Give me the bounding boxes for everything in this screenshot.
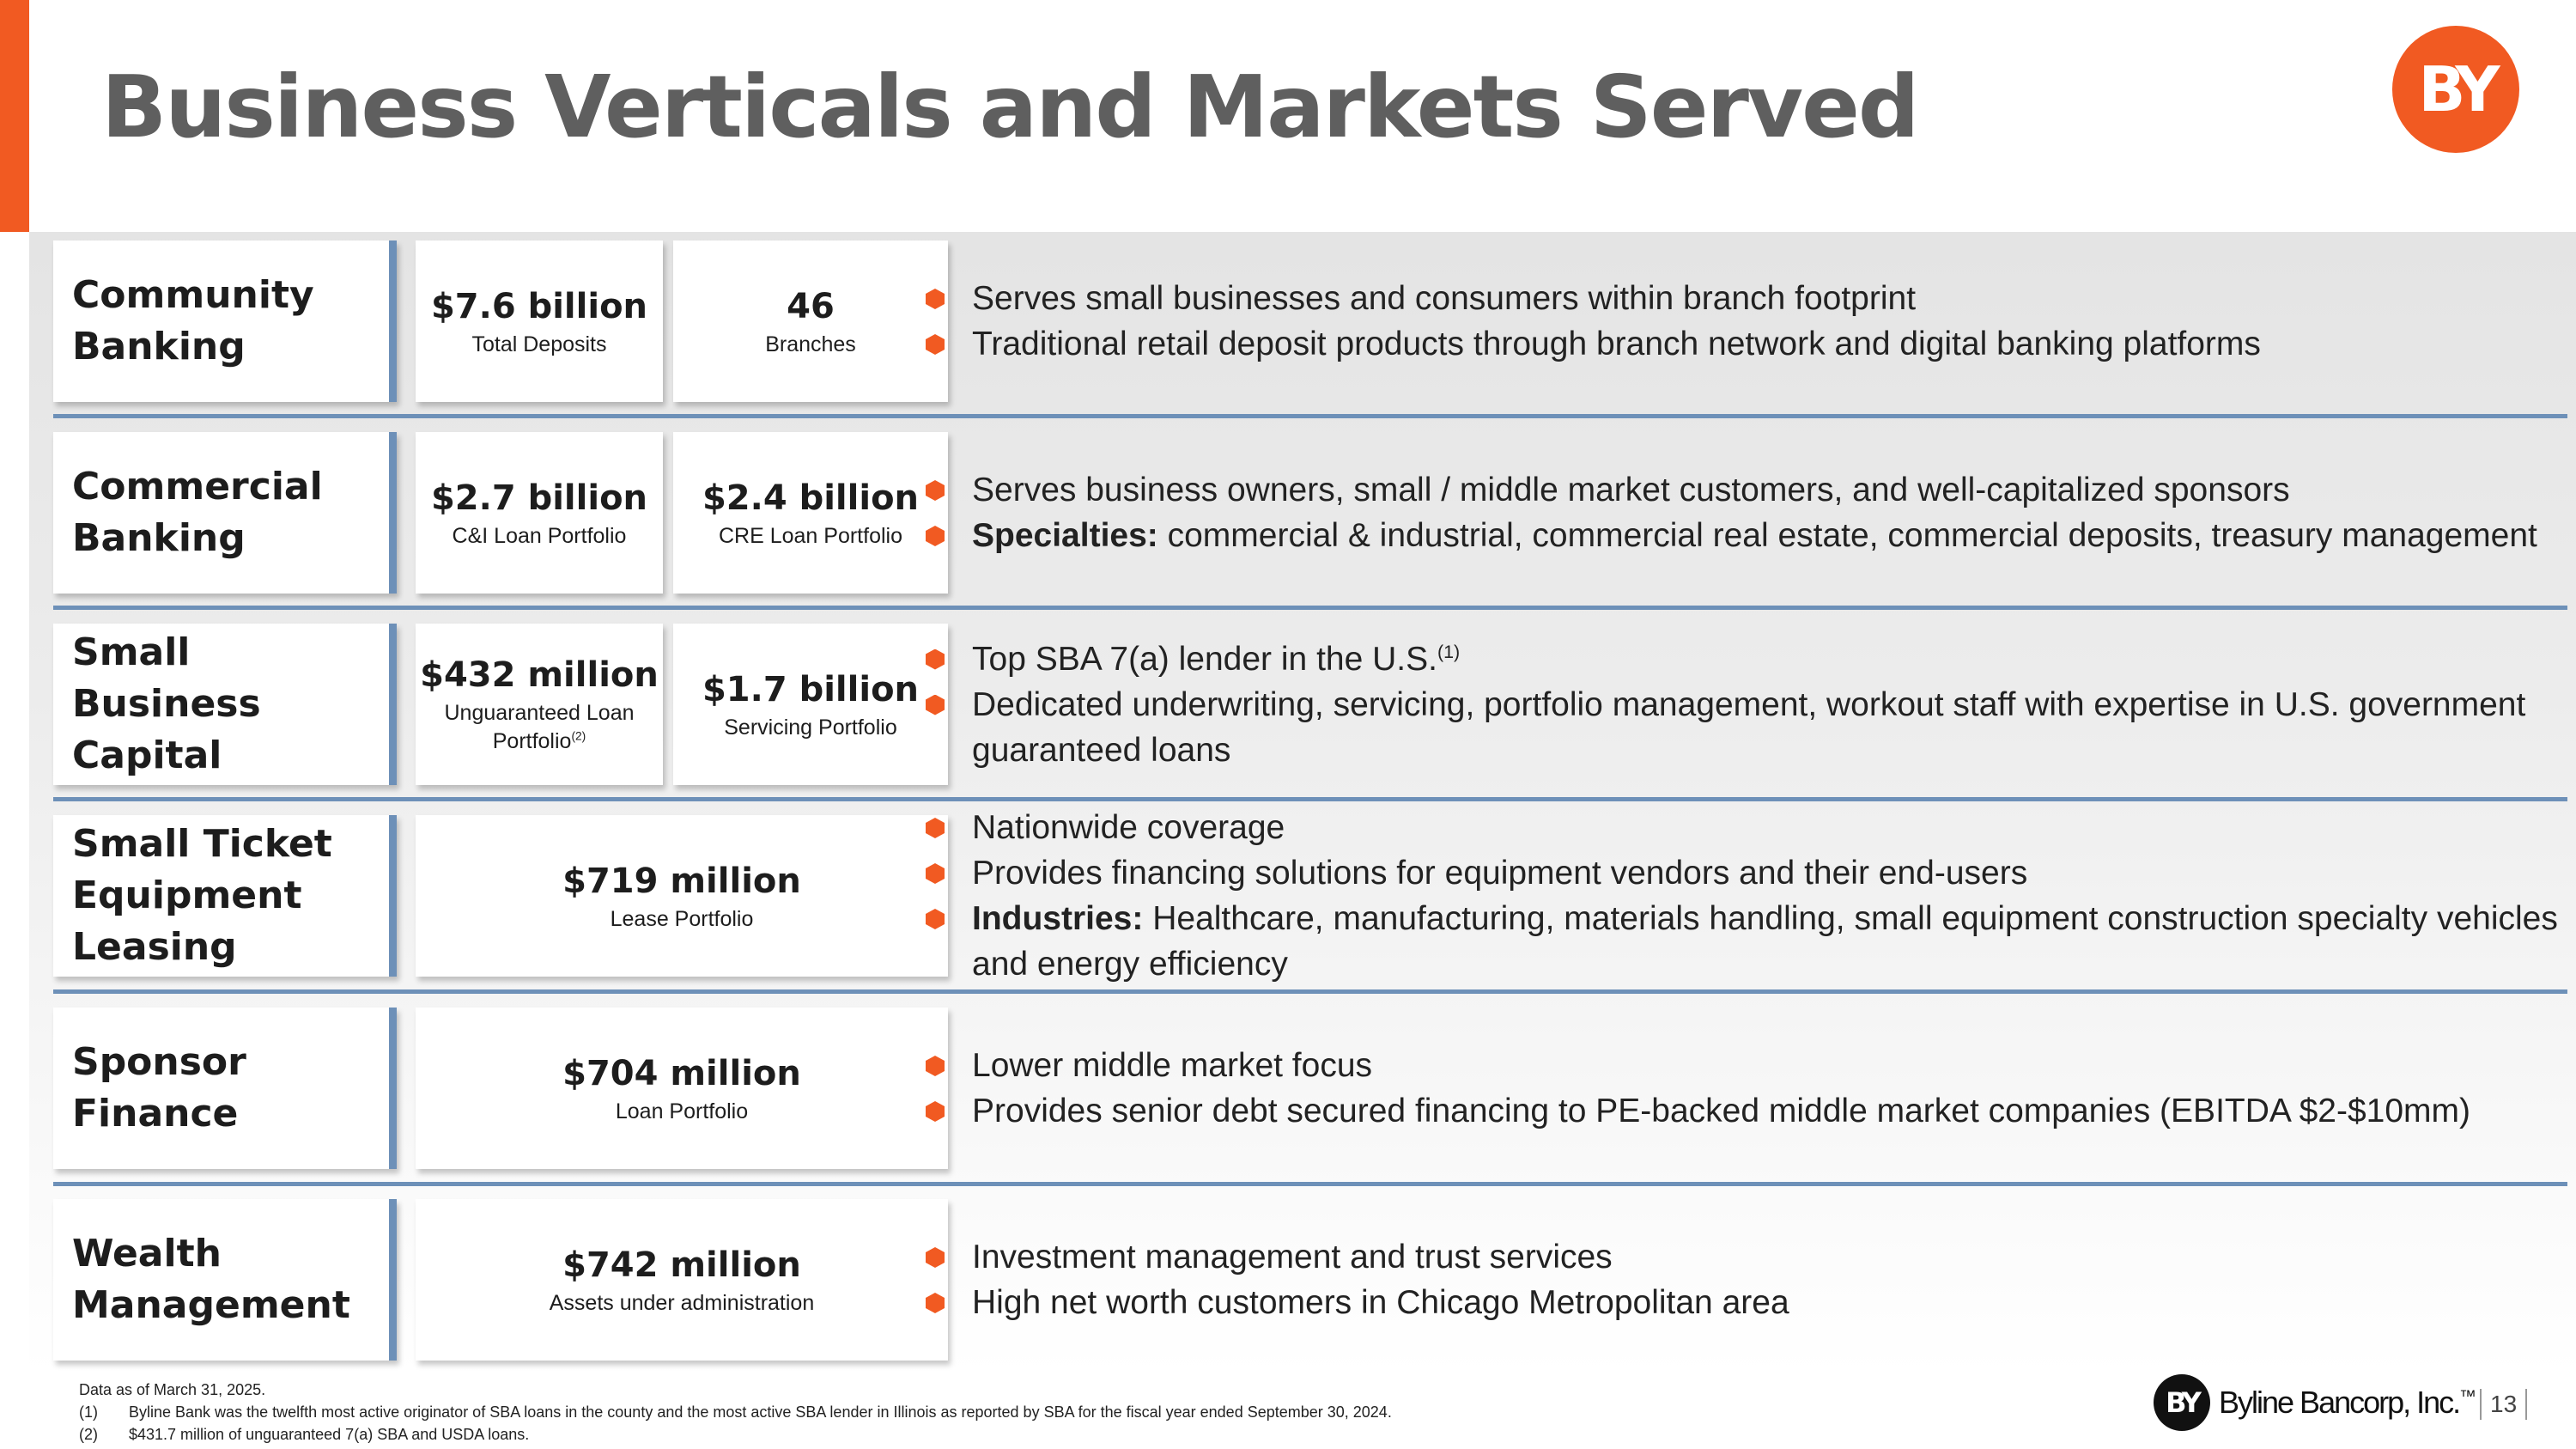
metric-label xyxy=(471,331,606,359)
vertical-row xyxy=(53,240,2576,402)
vertical-name: Commercial Banking xyxy=(72,465,323,560)
bullet-bold-label: Industries: xyxy=(972,900,1144,937)
bullet-item xyxy=(920,321,2569,367)
metric-box xyxy=(673,624,948,785)
vertical-row xyxy=(53,1199,2576,1361)
bullet-list xyxy=(920,1008,2569,1169)
metric-box xyxy=(416,240,663,402)
metric-box xyxy=(416,432,663,594)
hexagon-bullet-icon xyxy=(926,526,945,546)
footer-company-name xyxy=(2219,1385,2475,1421)
bullet-item xyxy=(920,1088,2569,1134)
metric-box xyxy=(416,1199,948,1361)
metric-label-text: Assets under administration xyxy=(549,1290,815,1315)
metric-label-text: Unguaranteed Loan Portfolio xyxy=(444,701,635,753)
bullet-text: Investment management and trust services xyxy=(972,1239,1613,1275)
metric-box xyxy=(416,1008,948,1169)
footnote-2 xyxy=(79,1423,1392,1446)
metric-label xyxy=(550,1289,814,1318)
bullet-text: Provides financing solutions for equipment vendors and their end-users xyxy=(972,855,2028,892)
row-divider xyxy=(53,1182,2567,1186)
bullet-text: Top SBA 7(a) lender in the U.S. xyxy=(972,640,1437,678)
vertical-name: Sponsor Finance xyxy=(72,1040,246,1135)
footnote-ref: (2) xyxy=(571,729,586,743)
bullet-item xyxy=(920,1234,2569,1280)
vertical-name: Community Banking xyxy=(72,273,314,368)
hexagon-bullet-icon xyxy=(926,649,945,670)
page-number: 13 xyxy=(2480,1389,2527,1420)
metric-box xyxy=(673,432,948,594)
metric-value: $704 million xyxy=(562,1053,801,1093)
bullet-bold-label: Specialties: xyxy=(972,517,1158,554)
bullet-item xyxy=(920,682,2569,773)
metric-value: $2.7 billion xyxy=(430,478,648,518)
row-divider xyxy=(53,797,2567,801)
bullet-text: Provides senior debt secured financing to PE-backed middle market companies (EBITDA $2-$10mm) xyxy=(972,1093,2470,1129)
hexagon-bullet-icon xyxy=(926,863,945,884)
footnote-number: (2) xyxy=(79,1426,98,1443)
metric-label-text: CRE Loan Portfolio xyxy=(718,523,902,548)
bullet-text: Nationwide coverage xyxy=(972,809,1285,846)
vertical-name-box xyxy=(53,1199,397,1361)
bullet-text: Healthcare, manufacturing, materials handling, small equipment construction specialty vehicles and energy efficiency xyxy=(972,900,2558,983)
metric-label-text: Branches xyxy=(765,332,856,356)
hexagon-bullet-icon xyxy=(926,1293,945,1313)
hexagon-bullet-icon xyxy=(926,1247,945,1268)
metric-label xyxy=(616,1098,748,1126)
company-name: Byline Bancorp, Inc. xyxy=(2219,1385,2460,1420)
bullet-text: High net worth customers in Chicago Metropolitan area xyxy=(972,1284,1789,1321)
hexagon-bullet-icon xyxy=(926,480,945,501)
row-divider xyxy=(53,414,2567,418)
bullet-item xyxy=(920,1280,2569,1325)
footnote-1 xyxy=(79,1401,1392,1423)
vertical-name-box xyxy=(53,240,397,402)
footnote-number: (1) xyxy=(79,1403,98,1421)
bullet-text: Serves small businesses and consumers within branch footprint xyxy=(972,280,1917,317)
metric-label-text: Lease Portfolio xyxy=(610,906,754,931)
bullet-text: commercial & industrial, commercial real estate, commercial deposits, treasury management xyxy=(1157,517,2537,554)
footnote-ref: (1) xyxy=(1437,641,1461,662)
metric-label xyxy=(719,522,902,551)
footnote-intro: Data as of March 31, 2025. xyxy=(79,1381,266,1398)
footnotes xyxy=(79,1379,1392,1446)
footer-logo-mark: BY xyxy=(2154,1374,2210,1431)
bullet-item xyxy=(920,896,2569,987)
bullet-item xyxy=(920,513,2569,558)
bullet-item xyxy=(920,850,2569,896)
vertical-name-box xyxy=(53,624,397,785)
bullet-text: Dedicated underwriting, servicing, portfolio management, workout staff with expertise in U.S. government guaranteed loans xyxy=(972,685,2526,769)
bullet-list xyxy=(920,240,2569,402)
row-divider xyxy=(53,606,2567,610)
metric-label xyxy=(765,331,856,359)
vertical-name-box xyxy=(53,815,397,977)
bullet-item xyxy=(920,805,2569,850)
bullet-item xyxy=(920,636,2569,682)
vertical-name-box xyxy=(53,1008,397,1169)
metric-label xyxy=(453,522,627,551)
vertical-row xyxy=(53,809,2576,983)
hexagon-bullet-icon xyxy=(926,1056,945,1076)
trademark: ™ xyxy=(2459,1387,2475,1406)
metric-label-text: C&I Loan Portfolio xyxy=(452,523,627,548)
bullet-item xyxy=(920,467,2569,513)
metric-label-text: Loan Portfolio xyxy=(615,1099,749,1123)
metric-box xyxy=(416,815,948,977)
hexagon-bullet-icon xyxy=(926,818,945,838)
bullet-item xyxy=(920,276,2569,321)
bullet-item xyxy=(920,1043,2569,1088)
metric-value: 46 xyxy=(787,286,835,326)
metric-value: $719 million xyxy=(562,861,801,901)
bullet-list xyxy=(920,809,2569,983)
row-divider xyxy=(53,989,2567,994)
bullet-text: Serves business owners, small / middle market customers, and well-capitalized sponsors xyxy=(972,472,2290,508)
vertical-row xyxy=(53,1008,2576,1169)
footnote-text: $431.7 million of unguaranteed 7(a) SBA and USDA loans. xyxy=(129,1426,530,1443)
metric-value: $2.4 billion xyxy=(702,478,920,518)
metric-box xyxy=(416,624,663,785)
bullet-list xyxy=(920,432,2569,594)
hexagon-bullet-icon xyxy=(926,695,945,715)
bullet-text: Lower middle market focus xyxy=(972,1047,1373,1084)
hexagon-bullet-icon xyxy=(926,289,945,309)
bullet-text: Traditional retail deposit products through branch network and digital banking platforms xyxy=(972,326,2261,362)
vertical-name: Small Ticket Equipment Leasing xyxy=(72,822,332,969)
bullet-list xyxy=(920,1199,2569,1361)
vertical-row xyxy=(53,624,2576,785)
metric-value: $1.7 billion xyxy=(702,669,920,709)
metric-label-text: Servicing Portfolio xyxy=(724,715,897,740)
metric-value: $742 million xyxy=(562,1245,801,1285)
vertical-name: Small Business Capital xyxy=(72,630,261,777)
metric-box xyxy=(673,240,948,402)
hexagon-bullet-icon xyxy=(926,909,945,929)
metric-label xyxy=(611,905,754,934)
footer-logo xyxy=(2154,1374,2475,1431)
metric-label xyxy=(432,699,647,756)
accent-bar xyxy=(0,0,29,232)
byline-logo: BY xyxy=(2392,26,2519,153)
hexagon-bullet-icon xyxy=(926,334,945,355)
footnote-text: Byline Bank was the twelfth most active originator of SBA loans in the county and the most active SBA lender in Illinois as reported by SBA for the fiscal year ended September 30, 2024. xyxy=(129,1403,1392,1421)
metric-label-text: Total Deposits xyxy=(471,332,607,356)
vertical-name-box xyxy=(53,432,397,594)
bullet-list xyxy=(920,624,2569,785)
metric-label xyxy=(724,714,896,742)
metric-value: $432 million xyxy=(420,655,659,695)
metric-value: $7.6 billion xyxy=(430,286,648,326)
hexagon-bullet-icon xyxy=(926,1101,945,1122)
vertical-row xyxy=(53,432,2576,594)
page-title: Business Verticals and Markets Served xyxy=(101,57,1918,157)
vertical-name: Wealth Management xyxy=(72,1232,350,1327)
